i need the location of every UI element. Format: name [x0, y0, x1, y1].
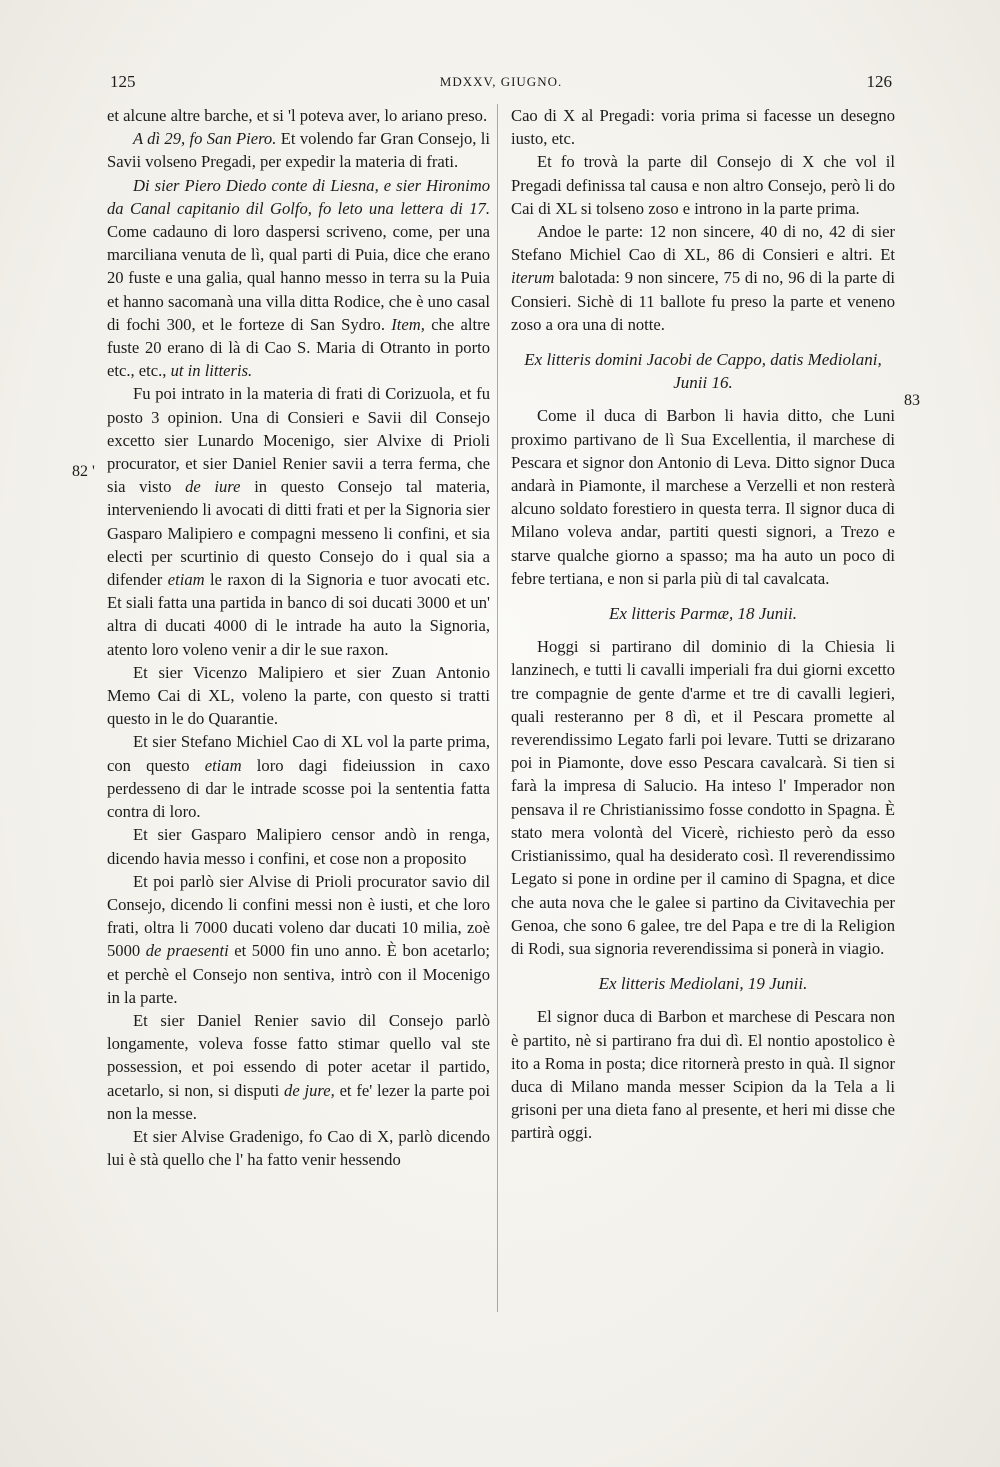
text-run: et 5000 fin uno anno. È bon acetarlo; et perchè el Consejo non sentiva, intrò con il Mocenigo in la parte.: [107, 941, 490, 1007]
running-head: [110, 72, 892, 96]
italic-text: Item,: [391, 314, 425, 334]
page-number-left: 125: [110, 72, 136, 91]
text-run: Andoe le parte: 12 non sincere, 40 di no, 42 di sier Stefano Michiel Cao di XL, 86 di Consieri e altri. Et: [511, 222, 895, 265]
paragraph: Et fo trovà la parte dil Consejo di X che vol il Pregadi definissa tal causa e non altro Consejo, però li do Cai di XL si tolseno zoso e introno in la parte prima.: [511, 152, 895, 218]
paragraph: El signor duca di Barbon et marchese di Pescara non è partito, nè si partirano fra dui dì. El nontio apostolico è ito a Roma in posta; dice ritornerà presto in quà. Il signor duca di Milano manda messer Scipion da la Tela a li grisoni per una dieta fano al presente, et heri mi disse che partirà oggi.: [511, 1007, 895, 1143]
italic-text: A dì 29, fo San Piero.: [133, 129, 277, 149]
italic-text: Di sier Piero Diedo conte di Liesna, e sier Hironimo da Canal capitanio dil Golfo, fo leto una lettera di 17.: [107, 175, 490, 218]
paragraph: Come il duca di Barbon li havia ditto, che Luni proximo partivano de lì Sua Excellentia, il marchese di Pescara et signor don Antonio di Leva. Ditto signor Duca andarà in Piamonte, il marchese a Verzelli et non resterà alcuno soldato forestiero in questa terra. Il signor duca di Milano voleva andar, partiti questi signori, a Trezo e starve qualche giorno a spasso; ma ha auto un poco di febre tertiana, e non si parla più di tal cavalcata.: [511, 406, 895, 588]
paragraph: Hoggi si partirano dil dominio di la Chiesia li lanzinech, e tutti li cavalli imperiali fra dui giorni excetto tre compagnie de gente d'arme et tre di cavalli legieri, quali resteranno per 8 dì, et il Pescara promette al reverendissimo Legato farli poi levare. Tutti se drizarano poi in Piamonte, dove esso Pescara cavalcarà. Si tien si farà la impresa di Salucio. Ha inteso l' Imperador non pensava il re Christianissimo fosse condotto in Spagna. È stato mera volontà del Vicerè, richiesto però da esso Cristianissimo, qual ha desiderato così. Il reverendissimo Legato si pone in ordine per il camino di Spagna, et dice che auta nova che le galee si partino da Civitavechia per Genoa, che sono 6 galee, tre del Papa e tre di la Religion di Rodi, sua signoria reverendissima si ponerà in viagio.: [511, 637, 895, 958]
page-number-right: 126: [866, 72, 892, 91]
text-run: le raxon di la Signoria e tuor avocati etc. Et siali fatta una partida in banco di soi ducati 3000 et un' altra di ducati 4000 di le intrade ha auto la Signoria, atento loro voleno venir a dir le sue raxon.: [107, 570, 490, 659]
text-run: Et sier Stefano Michiel Cao di XL vol la parte prima, con questo: [107, 732, 490, 775]
text-run: et fe' lezer la parte poi non la messe.: [107, 1080, 491, 1123]
section-heading: Ex litteris Mediolani, 19 Junii.: [598, 974, 808, 994]
paragraph: [511, 220, 895, 336]
paragraph: [107, 1009, 490, 1125]
paragraph: Et sier Gasparo Malipiero censor andò in renga, dicendo havia messo i confini, et cose non a proposito: [107, 825, 490, 868]
italic-text: ut in litteris.: [170, 361, 253, 381]
column-divider: [497, 104, 498, 1312]
text-run: Et poi parlò sier Alvise di Prioli procurator savio dil Consejo, dicendo li confini messi non è iusti, et che loro frati, oltra li 7000 ducati voleno dar ducati 10 milia, zoè 5000: [107, 871, 490, 961]
right-column: [511, 104, 895, 1145]
italic-text: de praesenti: [145, 941, 229, 961]
italic-text: etiam: [167, 570, 205, 590]
italic-text: iterum: [511, 268, 555, 288]
text-run: Et sier Daniel Renier savio dil Consejo parlò longamente, voleva fosse fatto stimar quello val ste possession, et poi essendo di poter acetar il partido, acetarlo, si non, si disputi: [107, 1010, 490, 1100]
text-run: Come cadauno di loro daspersi scriveno, come, per una marciliana venuta de lì, qual parti di Puia, dice che erano 20 fuste e una galia, qual hanno messo in terra su la Puia et hanno sacomanà una villa ditta Rodice, che è uno casal di fochi 300, et le forteze di San Sydro.: [107, 222, 490, 334]
text-run: loro dagi fideiussion in caxo perdesseno di dar le intrade scosse poi la sententia fatta contra di loro.: [107, 755, 490, 822]
paragraph: [107, 174, 490, 383]
margin-note-left: 82 ': [72, 463, 95, 480]
paragraph: [107, 730, 490, 823]
text-run: che altre fuste 20 erano di là di Cao S. Maria di Otranto in porto etc., etc.,: [107, 314, 490, 381]
paragraph: [107, 127, 490, 173]
text-run: balotada: 9 non sincere, 75 di no, 96 di la parte di Consieri. Sichè di 11 ballote fu preso la parte et veneno zoso a ora una di notte.: [511, 268, 895, 334]
italic-text: etiam: [204, 755, 242, 775]
text-run: Et volendo far Gran Consejo, li Savii volseno Pregadi, per expedir la materia di frati.: [107, 129, 490, 172]
italic-text: de iure: [185, 477, 241, 497]
italic-text: de jure,: [284, 1080, 335, 1100]
paragraph: et alcune altre barche, et si 'l poteva aver, lo ariano preso.: [107, 106, 488, 125]
paragraph: Et sier Alvise Gradenigo, fo Cao di X, parlò dicendo lui è stà quello che l' ha fatto venir hessendo: [107, 1126, 490, 1170]
running-title: MDXXV, GIUGNO.: [439, 74, 563, 89]
section-heading: Ex litteris Parmæ, 18 Junii.: [609, 604, 797, 624]
margin-note-right: 83: [904, 392, 920, 409]
left-column: [107, 104, 490, 1171]
section-heading: Ex litteris domini Jacobi de Cappo, datis Mediolani, Junii 16.: [524, 350, 882, 393]
paragraph: Cao di X al Pregadi: voria prima si facesse un desegno iusto, etc.: [511, 106, 895, 149]
text-run: Fu poi intrato in la materia di frati di Corizuola, et fu posto 3 opinion. Una di Consieri e Savii dil Consejo excetto sier Lunardo Mocenigo, sier Alvixe di Prioli procurator, et sier Daniel Renier savii a terra ferma, che sia visto: [107, 384, 490, 497]
text-run: in questo Consejo tal materia, interveniendo li avocati di ditti frati et per la Signoria sier Gasparo Malipiero e compagni messeno li confini, et sia electi per scurtinio di questo Consejo do i qual sia a difender: [107, 477, 490, 590]
paragraph: [107, 870, 490, 1009]
paragraph: [107, 382, 490, 660]
paragraph: Et sier Vicenzo Malipiero et sier Zuan Antonio Memo Cai di XL, voleno la parte, con questo si tratti questo in le do Quarantie.: [107, 662, 490, 729]
